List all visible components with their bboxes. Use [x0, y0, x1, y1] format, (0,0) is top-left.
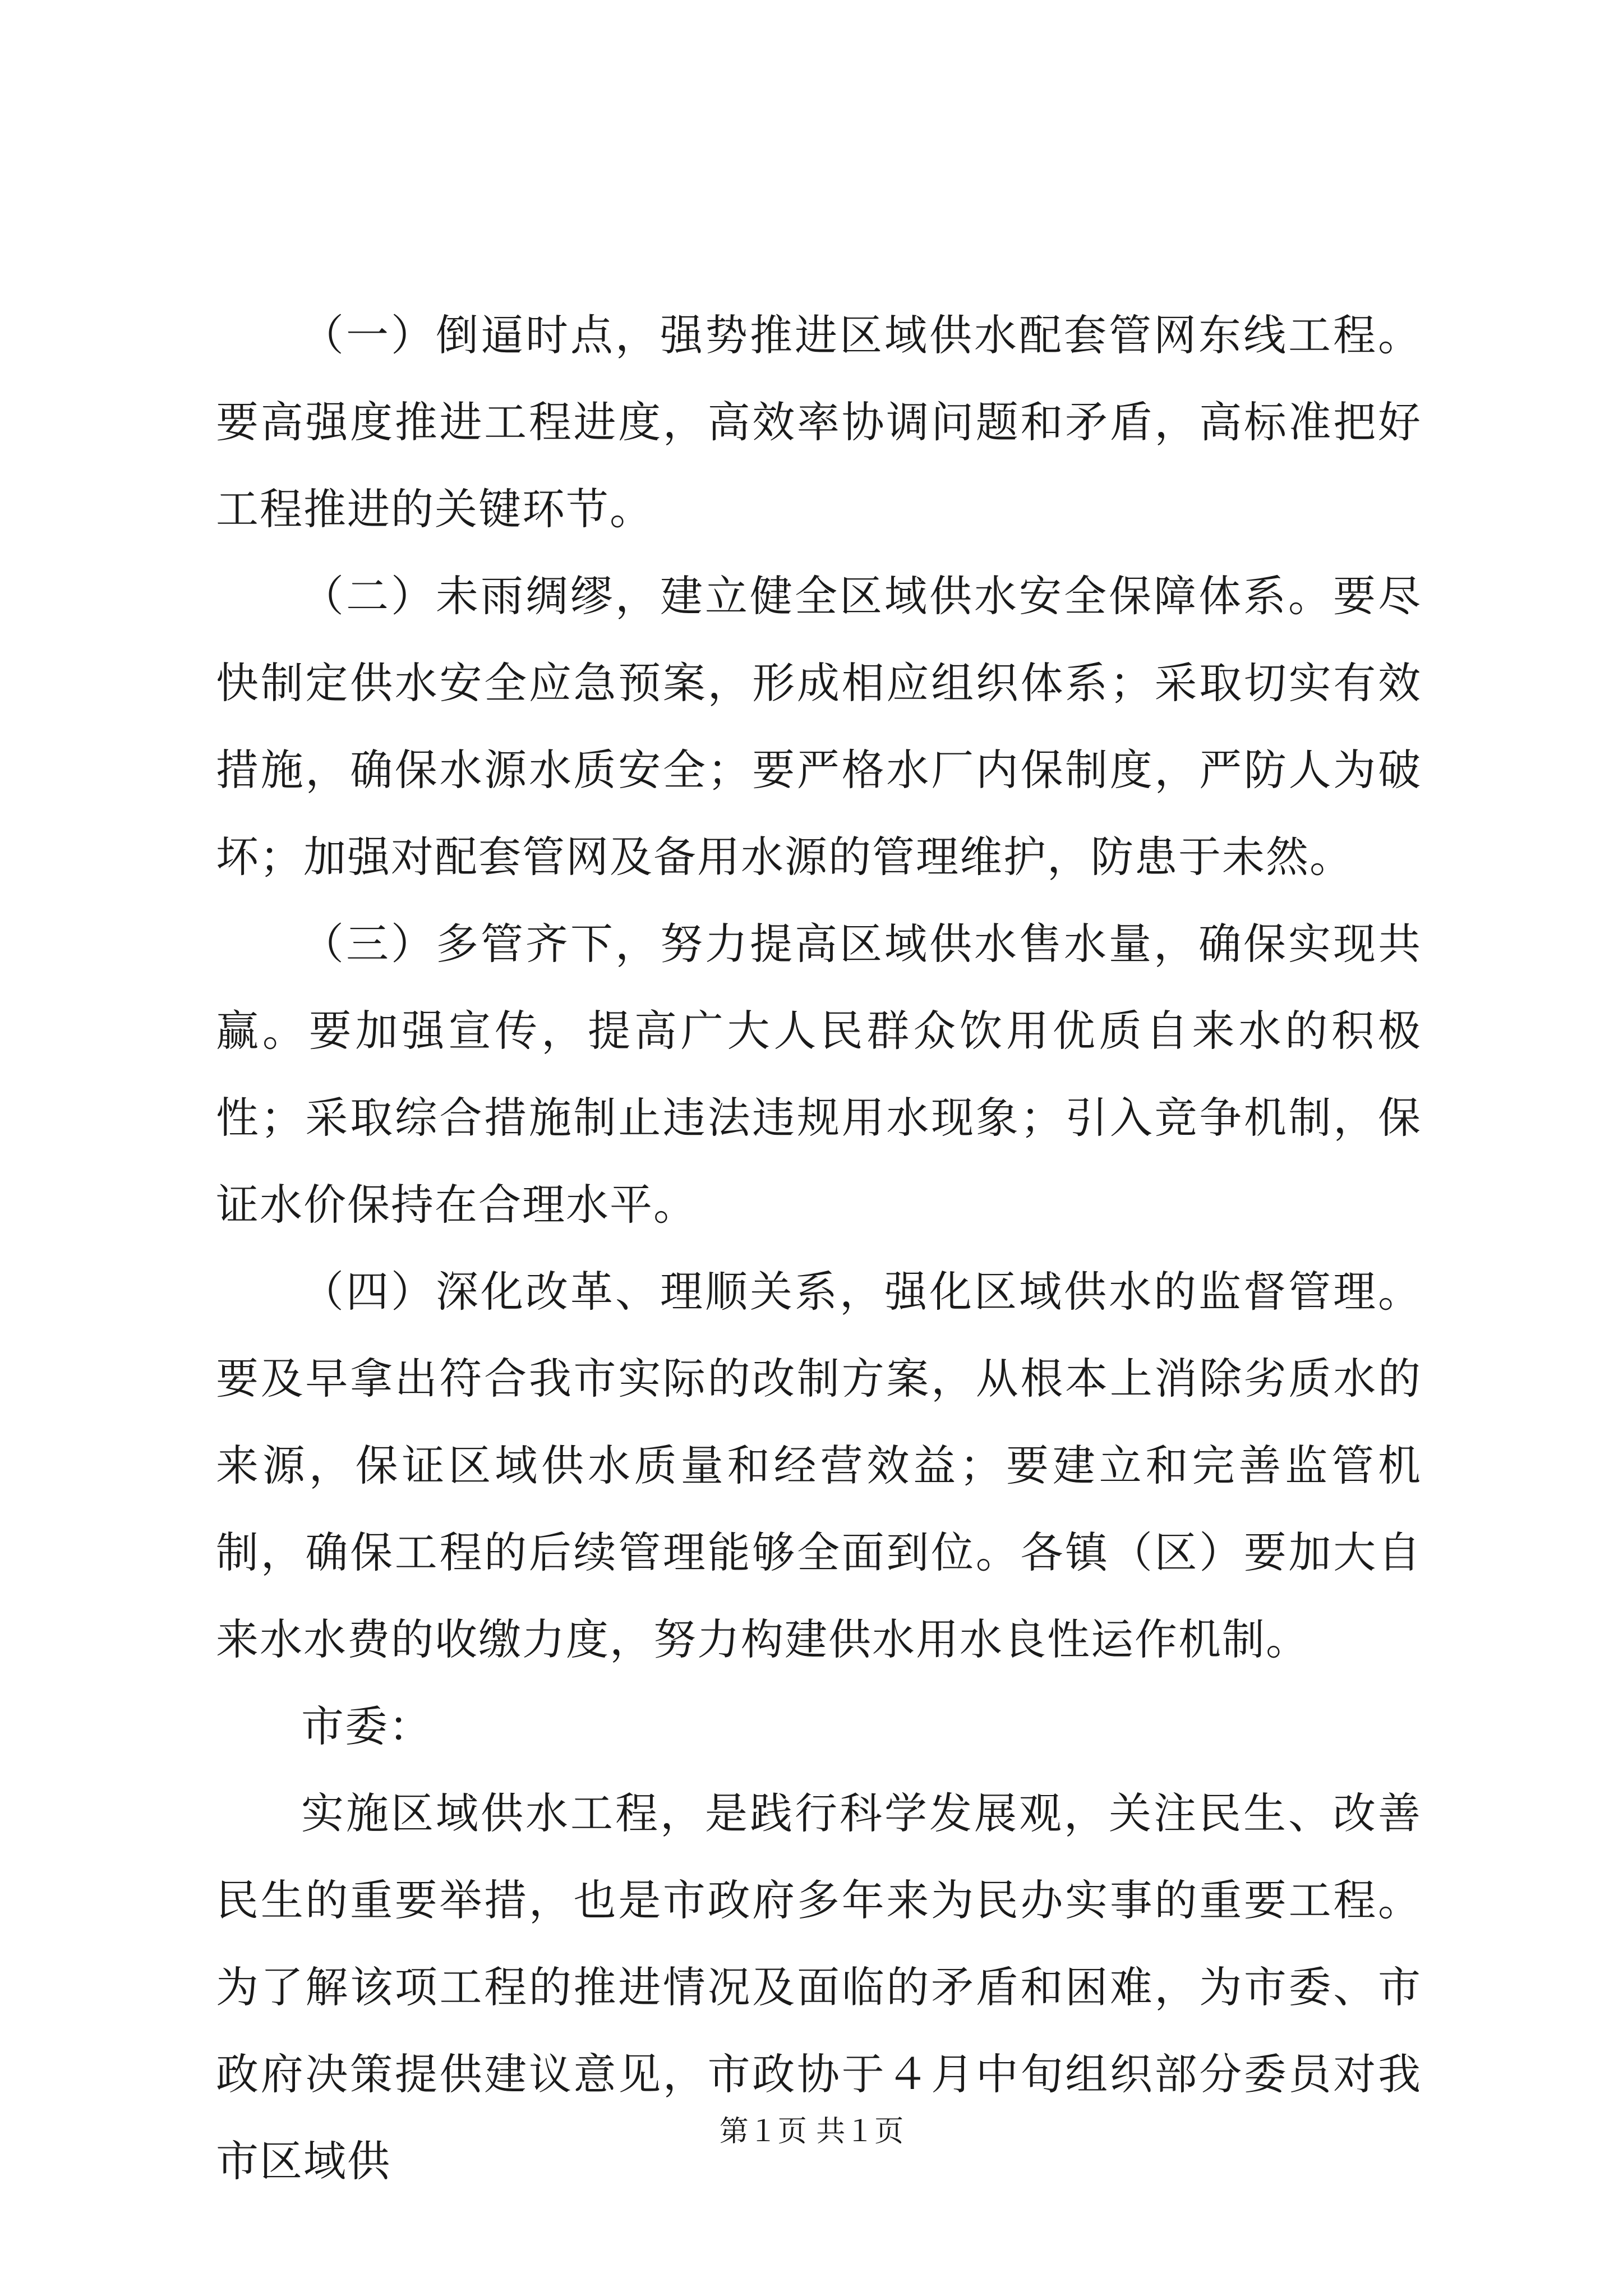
paragraph-3: （三）多管齐下，努力提高区域供水售水量，确保实现共赢。要加强宣传，提高广大人民群众饮用优质自来水的积极性；采取综合措施制止违法违规用水现象；引入竞争机制，保证水价保持在合理水平。: [216, 919, 1422, 1230]
paragraph-4: （四）深化改革、理顺关系，强化区域供水的监督管理。要及早拿出符合我市实际的改制方案，从根本上消除劣质水的来源，保证区域供水质量和经营效益；要建立和完善监管机制，确保工程的后续管理能够全面到位。各镇（区）要加大自来水水费的收缴力度，努力构建供水用水良性运作机制。: [216, 1267, 1422, 1664]
paragraph-5: 市委：: [301, 1701, 432, 1751]
document-body: [216, 292, 1422, 2205]
page-footer: 第１页 共１页: [719, 2115, 904, 2148]
paragraph-2: （二）未雨绸缪，建立健全区域供水安全保障体系。要尽快制定供水安全应急预案，形成相应组织体系；采取切实有效措施，确保水源水质安全；要严格水厂内保制度，严防人为破坏；加强对配套管网及备用水源的管理维护，防患于未然。: [216, 571, 1422, 882]
paragraph-1: （一）倒逼时点，强势推进区域供水配套管网东线工程。要高强度推进工程进度，高效率协调问题和矛盾，高标准把好工程推进的关键环节。: [216, 310, 1422, 534]
paragraph-6: 实施区域供水工程，是践行科学发展观，关注民生、改善民生的重要举措，也是市政府多年来为民办实事的重要工程。为了解该项工程的推进情况及面临的矛盾和困难，为市委、市政府决策提供建议意见，市政协于４月中旬组织部分委员对我市区域供: [216, 1788, 1422, 2186]
